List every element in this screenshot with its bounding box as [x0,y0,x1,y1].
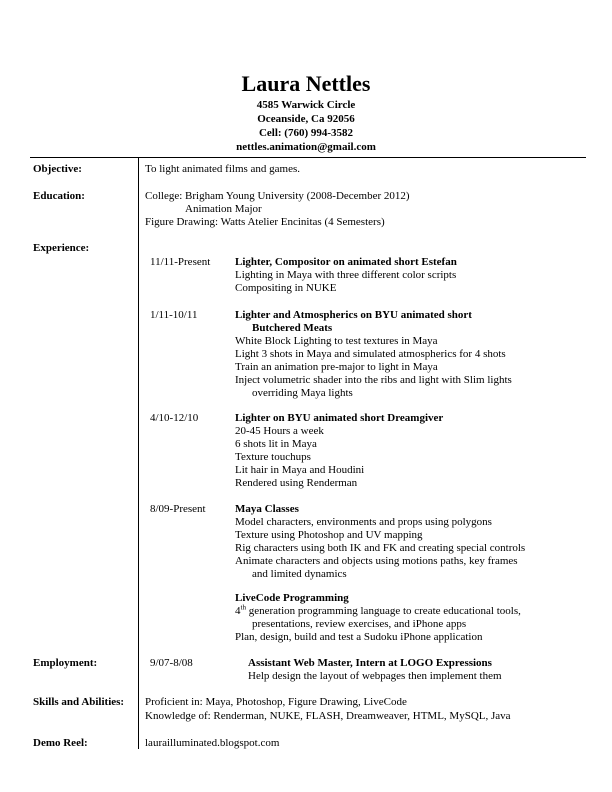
livecode-detail: presentations, review exercises, and iPhone apps [252,618,467,630]
cell-phone: Cell: (760) 994-3582 [258,127,354,139]
education-major: Animation Major [185,203,262,215]
address-line-1: 4585 Warwick Circle [256,99,356,111]
job-detail: White Block Lighting to test textures in Maya [235,335,438,347]
employment-title: Assistant Web Master, Intern at LOGO Expressions [248,657,492,669]
livecode-ordinal-suffix: th [240,603,246,612]
livecode-title: LiveCode Programming [235,592,349,604]
header-divider [30,157,586,158]
job-detail: Light 3 shots in Maya and simulated atmospherics for 4 shots [235,348,506,360]
employment-detail: Help design the layout of webpages then implement them [248,670,502,682]
job-detail: 20-45 Hours a week [235,425,324,437]
job-date: 8/09-Present [150,503,206,515]
job-detail: Lit hair in Maya and Houdini [235,464,365,476]
job-detail: Lighting in Maya with three different color scripts [235,269,457,281]
objective-label: Objective: [33,163,82,175]
livecode-detail: Plan, design, build and test a Sudoku iPhone application [235,631,483,643]
job-title: Lighter and Atmospherics on BYU animated short [235,309,472,321]
employment-date: 9/07-8/08 [150,657,193,669]
objective-text: To light animated films and games. [145,163,301,175]
livecode-generation-number: 4 [235,605,241,617]
skills-label: Skills and Abilities: [33,696,125,708]
address-line-2: Oceanside, Ca 92056 [257,113,355,125]
resume-name: Laura Nettles [241,71,371,96]
job-date: 1/11-10/11 [150,309,198,321]
livecode-detail [235,605,521,617]
demo-reel-label: Demo Reel: [33,737,88,749]
job-detail: Model characters, environments and props using polygons [235,516,492,528]
job-detail: Train an animation pre-major to light in Maya [235,361,438,373]
job-detail: overriding Maya lights [252,387,353,399]
job-detail: Compositing in NUKE [235,282,337,294]
section-divider-vertical [138,157,139,749]
education-figure-drawing: Figure Drawing: Watts Atelier Encinitas (4 Semesters) [145,216,385,228]
demo-reel-link[interactable]: laurailluminated.blogspot.com [145,737,280,749]
employment-label: Employment: [33,657,98,669]
skills-proficient: Proficient in: Maya, Photoshop, Figure Drawing, LiveCode [145,696,407,708]
experience-label: Experience: [33,242,90,254]
education-label: Education: [33,190,85,202]
job-detail: 6 shots lit in Maya [235,438,317,450]
education-college: College: Brigham Young University (2008-December 2012) [145,190,410,202]
email-address: nettles.animation@gmail.com [236,141,376,153]
job-date: 11/11-Present [150,256,211,268]
job-detail: Rendered using Renderman [235,477,358,489]
job-detail: Rig characters using both IK and FK and creating special controls [235,542,526,554]
job-title: Lighter, Compositor on animated short Estefan [235,256,457,268]
livecode-detail-text: generation programming language to create educational tools, [245,605,521,617]
job-title: Maya Classes [235,503,299,515]
job-title: Lighter on BYU animated short Dreamgiver [235,412,444,424]
job-date: 4/10-12/10 [150,412,199,424]
job-detail: Texture touchups [235,451,311,463]
job-detail: Texture using Photoshop and UV mapping [235,529,423,541]
skills-knowledge: Knowledge of: Renderman, NUKE, FLASH, Dreamweaver, HTML, MySQL, Java [145,710,511,722]
job-title-continued: Butchered Meats [252,322,333,334]
job-detail: Animate characters and objects using motions paths, key frames [235,555,518,567]
job-detail: and limited dynamics [252,568,347,580]
job-detail: Inject volumetric shader into the ribs and light with Slim lights [235,374,512,386]
